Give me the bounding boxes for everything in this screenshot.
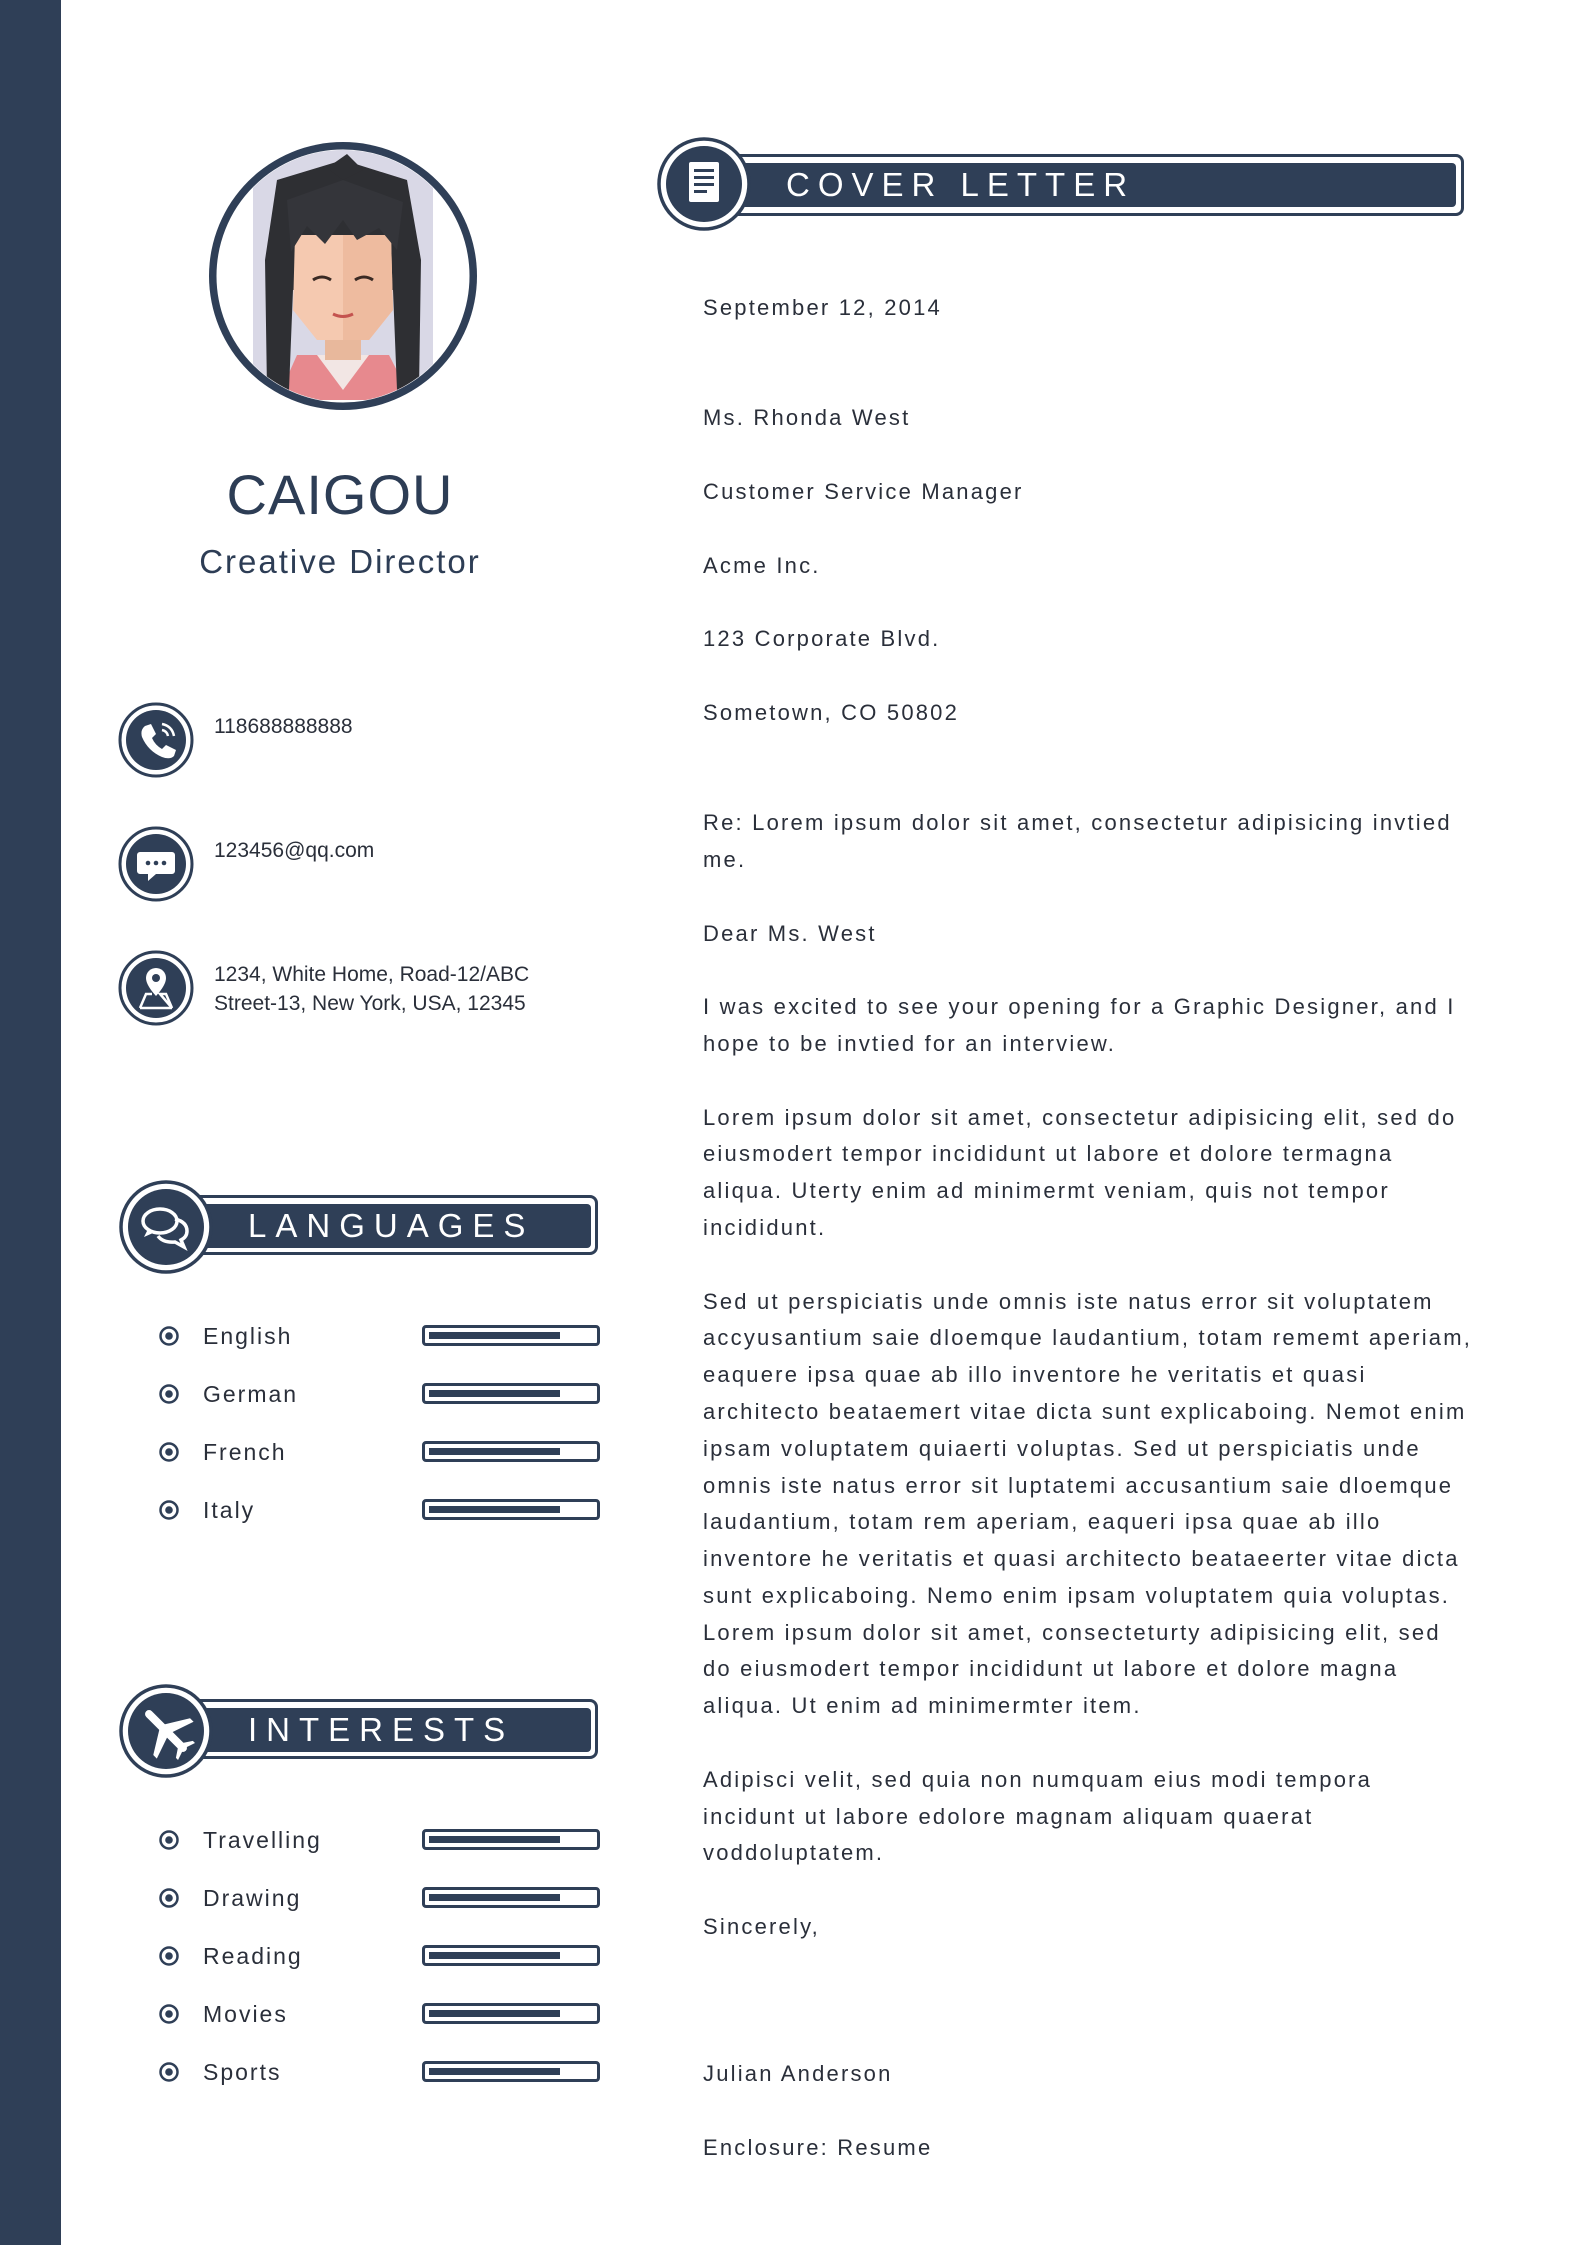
- interest-row: [158, 1941, 602, 1971]
- job-title: Creative Director: [199, 543, 481, 580]
- postal-address: [214, 960, 529, 1018]
- person-name: CAIGOU: [226, 463, 454, 526]
- interest-label: Drawing: [203, 1885, 302, 1911]
- level-bar-fill: [429, 1390, 560, 1397]
- phone-icon: [118, 702, 194, 778]
- contact-email: [118, 826, 578, 906]
- bullet-icon: [158, 1383, 180, 1405]
- level-bar: [422, 2061, 600, 2082]
- interests-heading-label: INTERESTS: [248, 1711, 515, 1748]
- paragraph-1: I was excited to see your opening for a Graphic Designer, and I hope to be invtied for an interview.: [703, 994, 1456, 1056]
- level-bar: [422, 2003, 600, 2024]
- level-bar: [422, 1499, 600, 1520]
- email-address[interactable]: 123456@qq.com: [214, 839, 375, 862]
- level-bar-fill: [429, 2068, 560, 2075]
- level-bar-fill: [429, 1448, 560, 1455]
- salutation: Dear Ms. West: [703, 920, 877, 946]
- interest-label: Movies: [203, 2001, 288, 2027]
- letter-date: September 12, 2014: [703, 295, 942, 320]
- level-bar: [422, 1829, 600, 1850]
- bullet-icon: [158, 2003, 180, 2025]
- level-bar: [422, 1887, 600, 1908]
- interest-row: [158, 1883, 602, 1913]
- recipient-line: Customer Service Manager: [703, 478, 1024, 504]
- bullet-icon: [158, 1945, 180, 1967]
- interest-row: [158, 1825, 602, 1855]
- language-label: German: [203, 1381, 299, 1407]
- cover-letter-body: [703, 290, 1473, 2203]
- paragraph-3: Sed ut perspiciatis unde omnis iste natus error sit voluptatem accyusantium saie dloemque laudantium, totam rememt aperiam, eaquere ipsa quae ab illo inventore he veritatis et quasi architecto beataemert vitae dicta sunt explicaboing. Nemot enim ipsam voluptatem quiaerti voluptas. Sed ut perspiciatis unde omnis iste natus error sit luptatemi accusantium saie dloemque laudantium, totam rem aperiam, eaqueri ipsa quae ab illo inventore he veritatis et quasi architecto beataeerter vitae dicta sunt explicaboing. Nemo enim ipsam voluptatem quia voluptas. Lorem ipsum dolor sit amet, consecteturty adipisicing elit, sed do eiusmodert tempor incididunt ut labore et dolore magna aliqua. Ut enim ad minimermter item.: [703, 1288, 1473, 1719]
- contact-address: [118, 950, 578, 1030]
- address-line-1: 1234, White Home, Road-12/ABC: [214, 963, 530, 986]
- level-bar-fill: [429, 1894, 560, 1901]
- recipient-line: Acme Inc.: [703, 552, 821, 578]
- language-label: English: [203, 1323, 293, 1349]
- interest-label: Travelling: [203, 1827, 322, 1853]
- contact-phone: [118, 702, 578, 782]
- sidebar-accent-bar: [0, 0, 61, 2245]
- language-label: Italy: [203, 1497, 256, 1523]
- interests-heading: [118, 1683, 600, 1783]
- map-pin-icon: [118, 950, 194, 1026]
- level-bar: [422, 1383, 600, 1404]
- closing: Sincerely,: [703, 1914, 820, 1940]
- level-bar: [422, 1441, 600, 1462]
- signer-name: Julian Anderson: [703, 2061, 893, 2087]
- recipient-block: [703, 364, 1473, 769]
- level-bar-fill: [429, 1836, 560, 1843]
- level-bar: [422, 1325, 600, 1346]
- chat-bubble-icon: [118, 826, 194, 902]
- language-row: [158, 1379, 602, 1409]
- paragraph-4: Adipisci velit, sed quia non numquam eius modi tempora incidunt ut labore edolore magnam aliquam quaerat voddoluptatem.: [703, 1766, 1373, 1866]
- level-bar-fill: [429, 2010, 560, 2017]
- bullet-icon: [158, 1829, 180, 1851]
- bullet-icon: [158, 1325, 180, 1347]
- language-row: [158, 1437, 602, 1467]
- language-row: [158, 1495, 602, 1525]
- level-bar-fill: [429, 1506, 560, 1513]
- interest-label: Reading: [203, 1943, 303, 1969]
- paragraph-2: Lorem ipsum dolor sit amet, consectetur adipisicing elit, sed do eiusmodert tempor incididunt ut labore et dolore termagna aliqua. Uterty enim ad minimermt veniam, quis not tempor incididunt.: [703, 1104, 1457, 1240]
- phone-number[interactable]: 118688888888: [214, 715, 353, 738]
- recipient-line: 123 Corporate Blvd.: [703, 626, 941, 652]
- bullet-icon: [158, 2061, 180, 2083]
- enclosure-line: Enclosure: Resume: [703, 2134, 933, 2160]
- languages-heading-label: LANGUAGES: [248, 1207, 535, 1244]
- level-bar-fill: [429, 1332, 560, 1339]
- avatar-illustration-icon: [207, 140, 479, 412]
- airplane-icon: [118, 1683, 214, 1779]
- level-bar: [422, 1945, 600, 1966]
- cover-letter-heading: [656, 136, 1464, 236]
- interest-row: [158, 1999, 602, 2029]
- interest-row: [158, 2057, 602, 2087]
- recipient-line: Ms. Rhonda West: [703, 405, 911, 431]
- avatar: [207, 140, 479, 412]
- address-line-2: Street-13, New York, USA, 12345: [214, 992, 526, 1015]
- level-bar-fill: [429, 1952, 560, 1959]
- re-line: Re: Lorem ipsum dolor sit amet, consectetur adipisicing invtied me.: [703, 810, 1452, 872]
- speech-bubbles-icon: [118, 1179, 214, 1275]
- language-label: French: [203, 1439, 287, 1465]
- recipient-line: Sometown, CO 50802: [703, 699, 960, 725]
- bullet-icon: [158, 1499, 180, 1521]
- cover-letter-heading-label: COVER LETTER: [786, 166, 1136, 203]
- bullet-icon: [158, 1887, 180, 1909]
- document-icon: [656, 136, 752, 232]
- interest-label: Sports: [203, 2059, 282, 2085]
- bullet-icon: [158, 1441, 180, 1463]
- language-row: [158, 1321, 602, 1351]
- languages-heading: [118, 1179, 600, 1279]
